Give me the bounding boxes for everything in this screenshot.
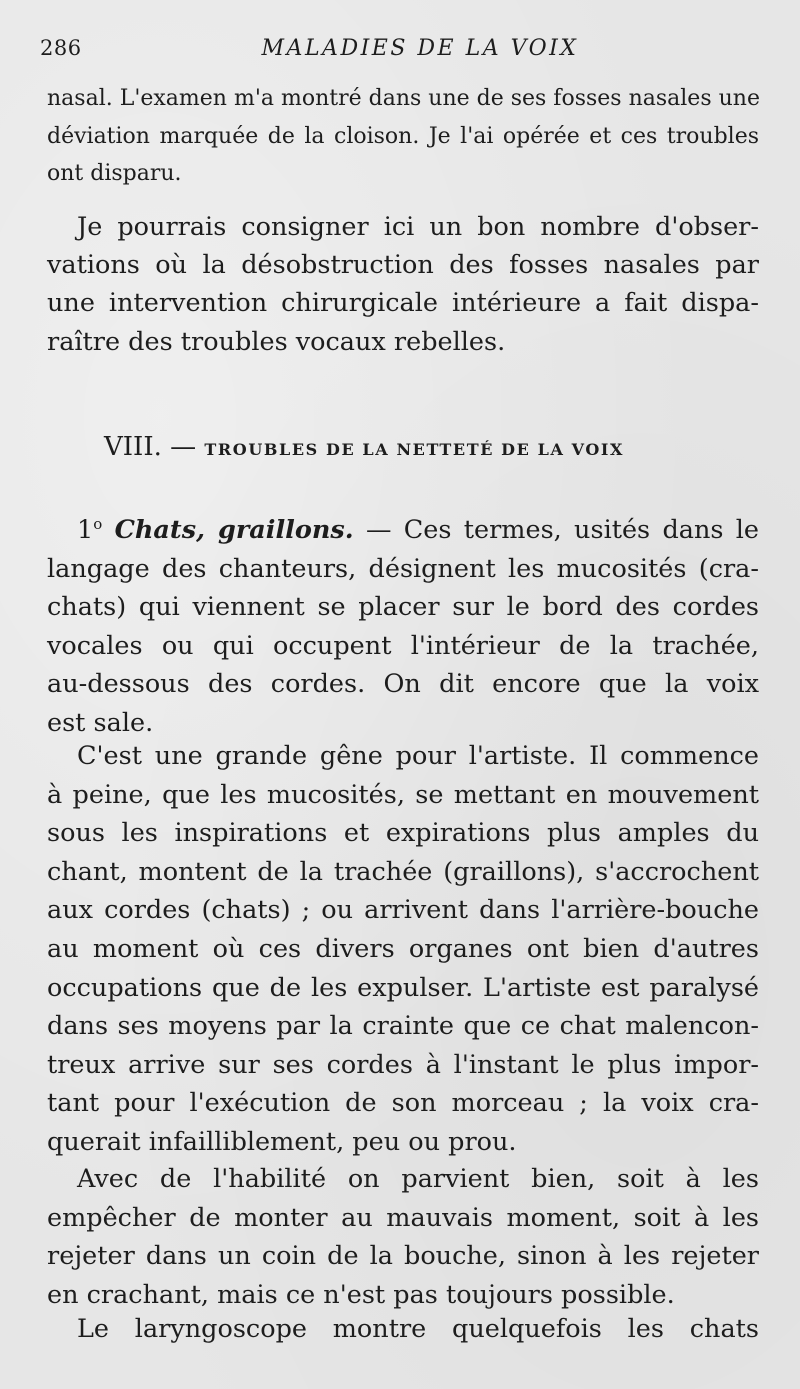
paragraph-habilite <box>47 1160 759 1314</box>
text-line: Avec de l'habilité on parvient bien, soit à les <box>77 1164 759 1194</box>
text-line: chant, montent de la trachée (graillons), s'accrochent <box>47 856 759 887</box>
text-line: en crachant, mais ce n'est pas toujours possible. <box>47 1279 675 1310</box>
paragraph-observations <box>47 208 759 361</box>
page-number: 286 <box>40 36 82 60</box>
section-numeral: VIII. <box>104 432 162 462</box>
text-line: ont disparu. <box>47 161 182 186</box>
subsection-dash: — <box>365 515 392 545</box>
text-line: treux arrive sur ses cordes à l'instant le plus impor- <box>47 1049 759 1080</box>
paragraph-nasal-continuation <box>47 80 759 193</box>
subsection-text: Ces termes, usités dans le <box>403 515 760 545</box>
text-line: à peine, que les mucosités, se mettant en mouvement <box>47 779 759 810</box>
paragraph-laryngoscope <box>47 1310 759 1349</box>
text-line: nasal. L'examen m'a montré dans une de ses fosses nasales une <box>47 86 760 111</box>
text-line: occupations que de les expulser. L'artiste est paralysé <box>47 972 759 1003</box>
subsection-number: 1 <box>77 515 94 545</box>
subsection-title: Chats, graillons. <box>114 515 354 545</box>
text-line: une intervention chirurgicale intérieure a fait dispa- <box>47 288 759 319</box>
text-line: rejeter dans un coin de la bouche, sinon à les rejeter <box>47 1241 759 1272</box>
running-head <box>40 36 760 66</box>
text-line: au moment où ces divers organes ont bien d'autres <box>47 933 759 964</box>
section-title: TROUBLES DE LA NETTETÉ DE LA VOIX <box>204 440 625 459</box>
text-line: tant pour l'exécution de son morceau ; la voix cra- <box>47 1088 759 1119</box>
section-dash: — <box>170 432 197 462</box>
text-line: raître des troubles vocaux rebelles. <box>47 326 506 357</box>
text-line: est sale. <box>47 707 154 738</box>
text-line: querait infailliblement, peu ou prou. <box>47 1126 517 1157</box>
text-line: langage des chanteurs, désignent les mucosités (cra- <box>47 553 759 584</box>
text-line: Le laryngoscope montre quelquefois les chats <box>77 1314 759 1344</box>
section-heading <box>104 432 694 462</box>
text-line: sous les inspirations et expirations plus amples du <box>47 818 759 849</box>
text-line: déviation marquée de la cloison. Je l'ai opérée et ces troubles <box>47 123 759 149</box>
text-line: vations où la désobstruction des fosses nasales par <box>47 250 759 281</box>
ordinal-mark: o <box>93 515 103 533</box>
text-line: aux cordes (chats) ; ou arrivent dans l'arrière-bouche <box>47 895 759 926</box>
paragraph-chats-definition <box>47 505 759 743</box>
text-line: dans ses moyens par la crainte que ce chat malencon- <box>47 1011 759 1042</box>
text-line: au-dessous des cordes. On dit encore que la voix <box>47 669 759 700</box>
subsection-first-line <box>47 505 759 550</box>
running-title: MALADIES DE LA VOIX <box>261 36 579 61</box>
text-line: chats) qui viennent se placer sur le bord des cordes <box>47 592 759 623</box>
text-line: empêcher de monter au mauvais moment, soit à les <box>47 1202 759 1233</box>
text-line: Je pourrais consigner ici un bon nombre d'obser- <box>77 212 759 242</box>
paragraph-artist-discomfort <box>47 737 759 1162</box>
text-line: vocales ou qui occupent l'intérieur de la trachée, <box>47 630 759 661</box>
text-line: C'est une grande gêne pour l'artiste. Il commence <box>77 741 759 771</box>
